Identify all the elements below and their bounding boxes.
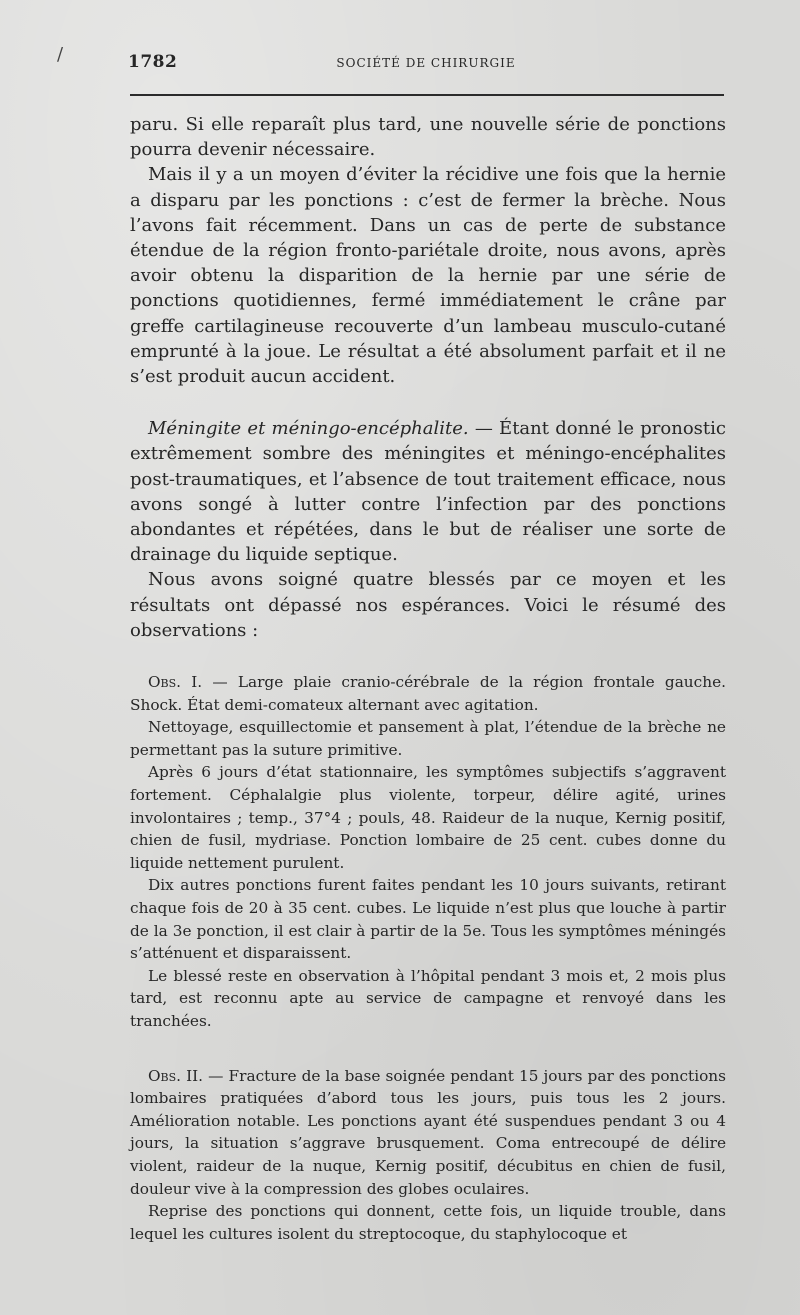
- paragraph: Mais il y a un moyen d’éviter la récidive une fois que la hernie a disparu par les ponctions : c’est de fermer la brèche. Nous l’avons fait récemment. Dans un cas de perte de substance étendue de la région fronto-pariétale droite, nous avons, après avoir obtenu la disparition de la hernie par une série de ponctions quotidiennes, fermé immédiatement le crâne par greffe cartilagineuse recouverte d’un lambeau musculo-cutané emprunté à la joue. Le résultat a été absolument parfait et il ne s’est produit aucun accident.: [130, 164, 726, 388]
- observation-text: — Large plaie cranio-cérébrale de la région frontale gauche. Shock. État demi-comateux alternant avec agitation.: [130, 673, 726, 714]
- observation-label: Obs. I.: [148, 673, 203, 692]
- observation-paragraph: [130, 1065, 726, 1201]
- section-paragraph: [130, 416, 726, 567]
- paragraph: Nous avons soigné quatre blessés par ce moyen et les résultats ont dépassé nos espérances. Voici le résumé des observations :: [130, 569, 726, 641]
- margin-pencil-mark: /: [57, 44, 64, 65]
- observation-2: [130, 1065, 726, 1246]
- section-body: — Étant donné le pronostic extrêmement sombre des méningites et méningo-encéphalites post-traumatiques, et l’absence de tout traitement efficace, nous avons songé à lutter contre l’infection par des ponctions abondantes et répétées, dans le but de réaliser une sorte de drainage du liquide septique.: [130, 418, 726, 566]
- main-text: [130, 112, 726, 643]
- section-title: Méningite et méningo-encéphalite.: [148, 418, 469, 440]
- page-number: 1782: [128, 52, 178, 72]
- observation-paragraph: Après 6 jours d’état stationnaire, les symptômes subjectifs s’aggravent fortement. Céphalalgie plus violente, torpeur, délire agité, urines involontaires ; temp., 37°4 ; pouls, 48. Raideur de la nuque, Kernig positif, chien de fusil, mydriase. Ponction lombaire de 25 cent. cubes donne du liquide nettement purulent.: [130, 763, 726, 872]
- observation-1: [130, 671, 726, 1033]
- observation-paragraph: Reprise des ponctions qui donnent, cette fois, un liquide trouble, dans lequel les cultures isolent du streptocoque, du staphylocoque et: [130, 1202, 726, 1243]
- observation-paragraph: [130, 671, 726, 716]
- observation-label: Obs. II.: [148, 1066, 204, 1085]
- body-text: [130, 112, 726, 1245]
- page-header: [128, 52, 724, 80]
- observation-paragraph: Le blessé reste en observation à l’hôpital pendant 3 mois et, 2 mois plus tard, est reconnu apte au service de campagne et renvoyé dans les tranchées.: [130, 966, 726, 1030]
- observation-text: — Fracture de la base soignée pendant 15 jours par des ponctions lombaires pratiquées d’abord tous les jours, puis tous les 2 jours. Amélioration notable. Les ponctions ayant été suspendues pendant 3 ou 4 jours, la situation s’aggrave brusquement. Coma entrecoupé de délire violent, raideur de la nuque, Kernig positif, décubitus en chien de fusil, douleur vive à la compression des globes oculaires.: [130, 1066, 726, 1198]
- running-head: SOCIÉTÉ DE CHIRURGIE: [336, 56, 516, 70]
- paragraph: paru. Si elle reparaît plus tard, une nouvelle série de ponctions pourra devenir nécessaire.: [130, 114, 726, 161]
- header-rule: [130, 94, 724, 96]
- observation-paragraph: Dix autres ponctions furent faites pendant les 10 jours suivants, retirant chaque fois de 20 à 35 cent. cubes. Le liquide n’est plus que louche à partir de la 3e ponction, il est clair à partir de la 5e. Tous les symptômes méningés s’atténuent et disparaissent.: [130, 876, 726, 963]
- observation-paragraph: Nettoyage, esquillectomie et pansement à plat, l’étendue de la brèche ne permettant pas la suture primitive.: [130, 718, 726, 759]
